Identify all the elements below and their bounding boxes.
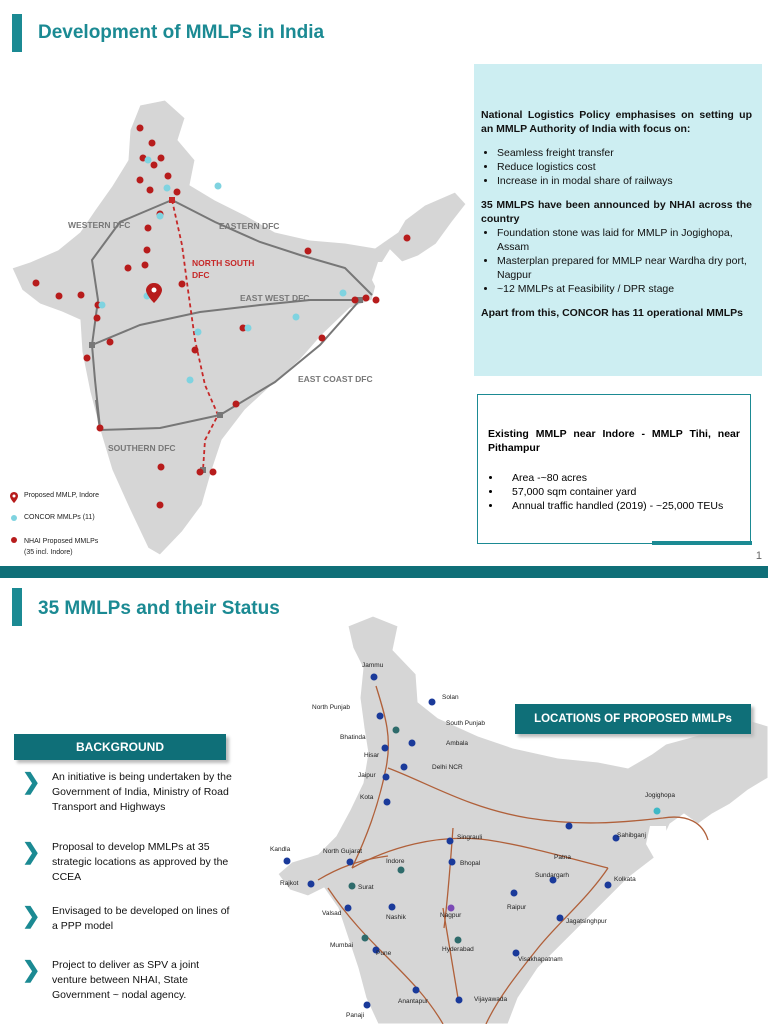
nhai-list: [481, 226, 752, 296]
page-number: 1: [755, 550, 762, 562]
concor-dot-icon: [10, 514, 24, 524]
dfc-node: [169, 197, 175, 203]
india-map-dfc: [0, 0, 470, 560]
pin-icon: [10, 492, 24, 505]
city-label: Jogighopa: [645, 792, 675, 799]
city-label: South Punjab: [446, 720, 486, 727]
city-label: Rajkot: [280, 880, 299, 887]
north-south-dfc-label-2: DFC: [192, 270, 210, 280]
city-label: Nashik: [386, 914, 406, 921]
southern-dfc-label: SOUTHERN DFC: [108, 443, 176, 453]
city-label: North Gujarat: [323, 848, 363, 855]
policy-heading: National Logistics Policy emphasises on setting up an MMLP Authority of India with focus on:: [481, 109, 752, 135]
list-item: • Reduce logistics cost: [497, 160, 752, 174]
city-label: Kota: [360, 794, 374, 801]
legend-nhai: NHAI Proposed MMLPs (35 incl. Indore): [10, 536, 99, 558]
city-label: Vijayawada: [474, 996, 508, 1003]
slide-status: [0, 578, 768, 1024]
list-item: • ~12 MMLPs at Feasibility / DPR stage: [497, 282, 752, 296]
list-item: • Increase in in modal share of railways: [497, 174, 752, 188]
city-label: Kandla: [270, 846, 291, 853]
list-item: • Annual traffic handled (2019) - ~25,000 TEUs: [502, 499, 740, 513]
india-landmass: [12, 100, 466, 555]
slide2-title: 35 MMLPs and their Status: [38, 598, 280, 619]
city-label: Surat: [358, 884, 374, 891]
east-west-dfc-label: EAST WEST DFC: [240, 293, 310, 303]
box-accent: [652, 541, 752, 545]
chevron-right-icon: ❯: [22, 903, 41, 928]
western-dfc-label: WESTERN DFC: [68, 220, 131, 230]
city-label: Valsad: [322, 910, 342, 917]
city-label: Bhopal: [460, 860, 481, 867]
city-label: Jaipur: [358, 772, 376, 779]
north-south-dfc-label: NORTH SOUTH: [192, 258, 255, 268]
city-label: Visakhapatnam: [518, 956, 563, 963]
background-item: ❯ Envisaged to be developed on lines of a PPP model: [22, 903, 230, 932]
background-item: ❯ Project to deliver as SPV a joint venture between NHAI, State Government ~ nodal agency.: [22, 957, 200, 1001]
city-label: Sundargarh: [535, 872, 569, 879]
nhai-dot-icon: [10, 536, 24, 546]
city-label: Raipur: [507, 904, 527, 911]
city-label: Anantapur: [398, 998, 428, 1005]
city-label: Kolkata: [614, 876, 636, 883]
dfc-node: [89, 342, 95, 348]
eastern-dfc-label: EASTERN DFC: [219, 221, 280, 231]
chevron-right-icon: ❯: [22, 769, 41, 794]
background-heading: BACKGROUND: [14, 734, 226, 760]
city-label: Ambala: [446, 740, 469, 747]
existing-list: [488, 471, 740, 513]
city-label: Patna: [554, 854, 571, 861]
existing-mmlp-box: [477, 394, 751, 544]
city-label: Jagatsinghpur: [566, 918, 607, 925]
concor-note: Apart from this, CONCOR has 11 operational MMLPs: [481, 307, 743, 319]
list-item: • Foundation stone was laid for MMLP in Jogighopa, Assam: [497, 226, 752, 254]
city-label: Indore: [386, 858, 405, 865]
dfc-node: [217, 412, 223, 418]
city-label: Solan: [442, 694, 459, 701]
title-accent-bar: [12, 588, 22, 626]
focus-list: [481, 146, 752, 188]
city-label: Pune: [376, 950, 392, 957]
city-label: Bhatinda: [340, 734, 366, 741]
city-label: Hyderabad: [442, 946, 474, 953]
city-label: Delhi NCR: [432, 764, 463, 771]
policy-box: [474, 64, 762, 376]
legend-proposed: Proposed MMLP, Indore: [10, 492, 99, 514]
background-item: ❯ An initiative is being undertaken by the Government of India, Ministry of Road Transport and Highways: [22, 769, 232, 813]
locations-heading: LOCATIONS OF PROPOSED MMLPs: [515, 704, 751, 734]
background-item: ❯ Proposal to develop MMLPs at 35 strategic locations as approved by the CCEA: [22, 839, 229, 883]
city-label: Mumbai: [330, 942, 354, 949]
list-item: • 57,000 sqm container yard: [502, 485, 740, 499]
city-label: Jammu: [362, 662, 384, 669]
existing-heading: Existing MMLP near Indore - MMLP Tihi, near Pithampur: [488, 428, 740, 454]
legend-concor: CONCOR MMLPs (11): [10, 514, 99, 536]
list-item: • Area -~80 acres: [502, 471, 740, 485]
city-label: Panaji: [346, 1012, 365, 1019]
map-legend: [10, 492, 99, 558]
chevron-right-icon: ❯: [22, 957, 41, 982]
chevron-right-icon: ❯: [22, 839, 41, 864]
list-item: • Seamless freight transfer: [497, 146, 752, 160]
city-label: Nagpur: [440, 912, 462, 919]
nhai-heading: 35 MMLPS have been announced by NHAI across the country: [481, 199, 752, 225]
slide1-title: Development of MMLPs in India: [38, 22, 325, 43]
east-coast-dfc-label: EAST COAST DFC: [298, 374, 373, 384]
city-label: Singrauli: [457, 834, 483, 841]
list-item: • Masterplan prepared for MMLP near Wardha dry port, Nagpur: [497, 254, 752, 282]
slide-divider: [0, 566, 768, 578]
city-label: North Punjab: [312, 704, 350, 711]
city-label: Sahibganj: [617, 832, 646, 839]
city-label: Hisar: [364, 752, 380, 759]
